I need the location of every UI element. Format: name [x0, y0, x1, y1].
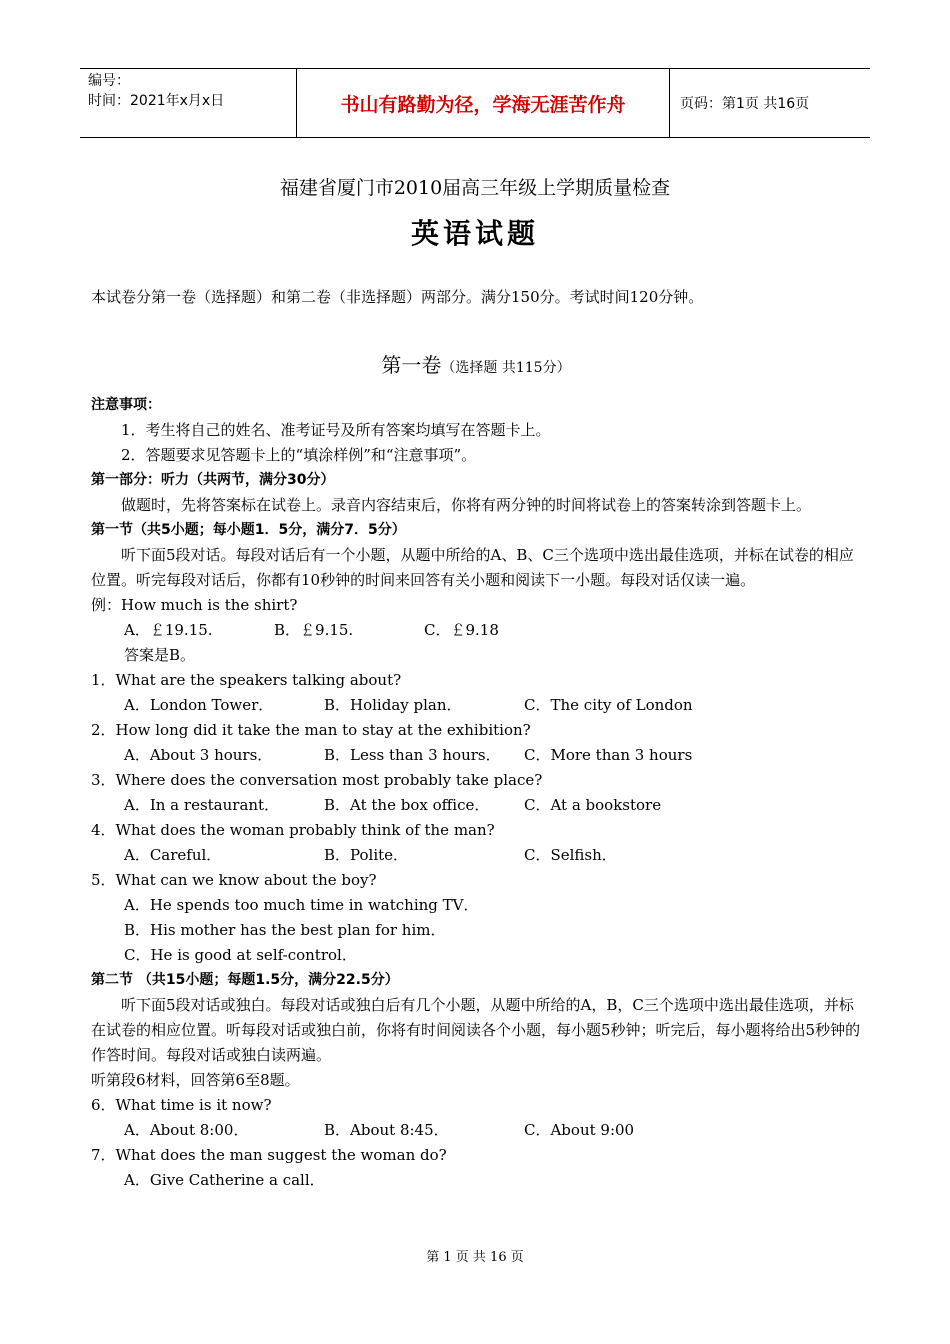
option: A．About 8:00． — [124, 1121, 249, 1139]
option: B．Less than 3 hours． — [324, 746, 501, 764]
volume-detail: （选择题 共115分） — [441, 360, 571, 376]
note-item: 2．答题要求见答题卡上的“填涂样例”和“注意事项”。 — [121, 446, 477, 464]
header-page-label: 页码：第1页 共16页 — [680, 96, 810, 112]
option: C．About 9:00 — [524, 1121, 635, 1139]
exam-subtitle: 英语试题 — [410, 217, 539, 250]
section1-instruction: 听下面5段对话。每段对话后有一个小题，从题中所给的A、B、C三个选项中选出最佳选项，并标在试卷的相应位置。听完每段对话后，你都有10秒钟的时间来回答有关小题和阅读下一小题。每段对话仅读一遍。 — [91, 546, 854, 589]
option: C．Selfish． — [524, 846, 617, 864]
exam-title: 福建省厦门市2010届高三年级上学期质量检查 — [279, 177, 671, 199]
option: B．Holiday plan． — [324, 696, 462, 714]
option: A．In a restaurant． — [124, 796, 280, 814]
options-row — [91, 793, 861, 818]
example-question: 例：How much is the shirt? — [91, 596, 298, 614]
question: 3．Where does the conversation most probably take place? — [91, 771, 543, 789]
options-row — [91, 693, 861, 718]
option: A．About 3 hours． — [124, 746, 273, 764]
section1-heading: 第一节（共5小题；每小题1．5分，满分7．5分） — [91, 522, 406, 538]
question: 7．What does the man suggest the woman do? — [91, 1146, 447, 1164]
section2-instruction: 听下面5段对话或独白。每段对话或独白后有几个小题，从题中所给的A，B，C三个选项中选出最佳选项，并标在试卷的相应位置。听每段对话或独白前，你将有时间阅读各个小题，每小题5秒钟；听完后，每小题将给出5秒钟的作答时间。每段对话或独白读两遍。 — [91, 996, 861, 1064]
document-body — [91, 285, 861, 1193]
option: C．The city of London — [524, 696, 693, 714]
material-note: 听第段6材料，回答第6至8题。 — [91, 1071, 300, 1089]
question: 5．What can we know about the boy? — [91, 871, 377, 889]
header-motto: 书山有路勤为径，学海无涯苦作舟 — [297, 69, 670, 137]
volume-name: 第一卷 — [381, 353, 442, 377]
intro-text: 本试卷分第一卷（选择题）和第二卷（非选择题）两部分。满分150分。考试时间120分钟。 — [91, 288, 704, 306]
option: B．His mother has the best plan for him． — [124, 921, 446, 939]
date-label: 时间：2021年x月x日 — [88, 93, 225, 109]
option: B．Polite． — [324, 846, 409, 864]
example-answer: 答案是B。 — [124, 646, 196, 664]
question: 1．What are the speakers talking about? — [91, 671, 402, 689]
option: C．￡9.18 — [424, 621, 499, 639]
page-header — [80, 68, 870, 138]
question: 2．How long did it take the man to stay at the exhibition? — [91, 721, 531, 739]
example-options — [91, 618, 861, 643]
question: 6．What time is it now? — [91, 1096, 272, 1114]
options-row — [91, 743, 861, 768]
question: 4．What does the woman probably think of the man? — [91, 821, 495, 839]
option: B．About 8:45． — [324, 1121, 449, 1139]
part1-heading: 第一部分：听力（共两节，满分30分） — [91, 472, 335, 488]
option: A．He spends too much time in watching TV． — [124, 896, 479, 914]
part1-instruction: 做题时，先将答案标在试卷上。录音内容结束后，你将有两分钟的时间将试卷上的答案转涂到答题卡上。 — [121, 496, 812, 514]
option: C．More than 3 hours — [524, 746, 693, 764]
option: A．￡19.15. — [124, 621, 213, 639]
option: A．London Tower． — [124, 696, 274, 714]
option: A．Careful． — [124, 846, 222, 864]
option: B．￡9.15. — [274, 621, 354, 639]
header-info — [80, 69, 297, 137]
note-item: 1．考生将自己的姓名、准考证号及所有答案均填写在答题卡上。 — [121, 421, 551, 439]
number-label: 编号： — [88, 73, 130, 89]
notes-heading: 注意事项： — [91, 397, 161, 413]
option: A．Give Catherine a call． — [124, 1171, 325, 1189]
option: C．At a bookstore — [524, 796, 662, 814]
option: C．He is good at self-control． — [124, 946, 357, 964]
page-footer: 第 1 页 共 16 页 — [426, 1250, 524, 1265]
option: B．At the box office． — [324, 796, 490, 814]
options-row — [91, 1118, 861, 1143]
section2-heading: 第二节 （共15小题；每题1.5分，满分22.5分） — [91, 972, 399, 988]
volume-heading — [91, 353, 861, 381]
options-row — [91, 843, 861, 868]
